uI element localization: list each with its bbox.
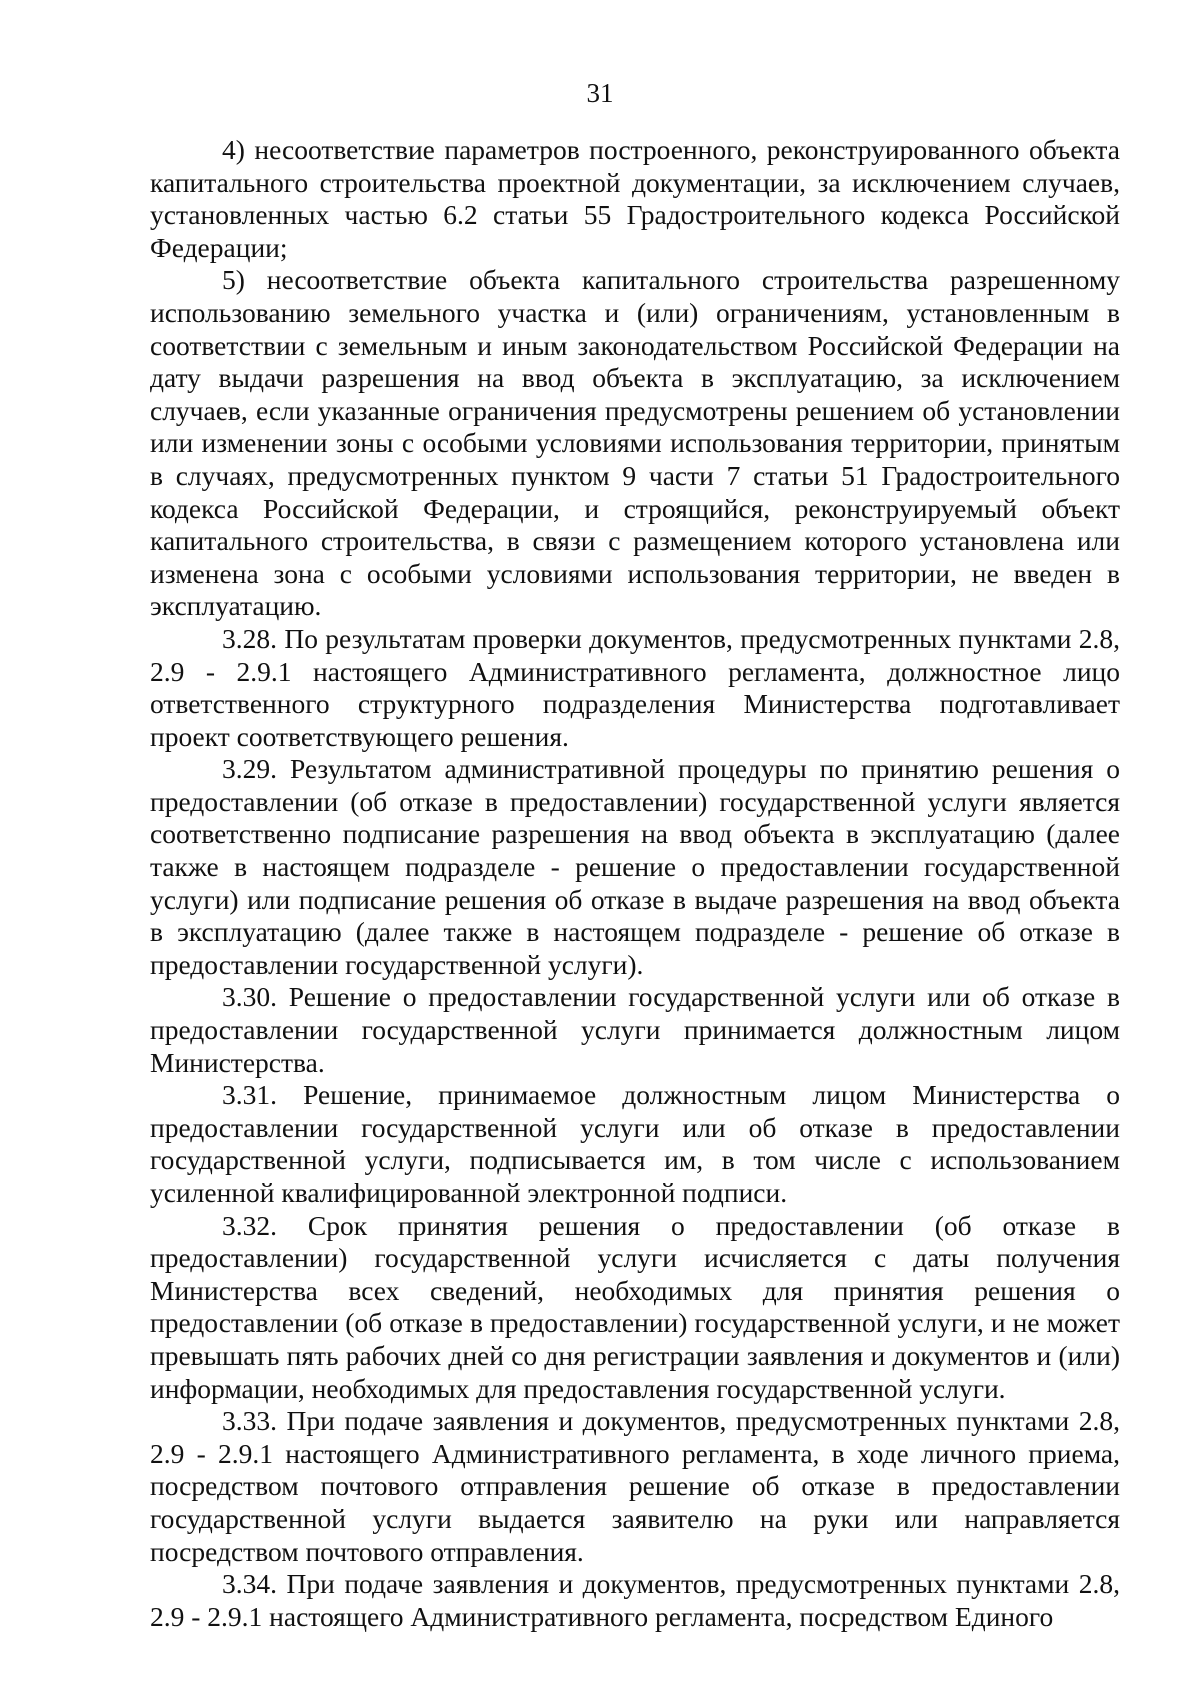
paragraph-3-28: 3.28. По результатам проверки документов, предусмотренных пунктами 2.8, 2.9 - 2.9.1 настоящего Административного регламента, должностное лицо ответственного структурного подразделения Министерства подготавливает проект соответствующего решения. bbox=[150, 622, 1120, 752]
paragraph-3-29: 3.29. Результатом административной процедуры по принятию решения о предоставлении (об отказе в предоставлении) государственной услуги является соответственно подписание разрешения на ввод объекта в эксплуатацию (далее также в настоящем подразделе - решение о предоставлении государственной услуги) или подписание решения об отказе в выдаче разрешения на ввод объекта в эксплуатацию (далее также в настоящем подразделе - решение об отказе в предоставлении государственной услуги). bbox=[150, 753, 1120, 980]
paragraph-3-31: 3.31. Решение, принимаемое должностным лицом Министерства о предоставлении государственной услуги или об отказе в предоставлении государственной услуги, подписывается им, в том числе с использованием усиленной квалифицированной электронной подписи. bbox=[150, 1079, 1120, 1208]
document-body bbox=[150, 134, 1120, 1633]
paragraph-item-5: 5) несоответствие объекта капитального строительства разрешенному использованию земельного участка и (или) ограничениям, установленным в соответствии с земельным и иным законодательством Российской Федерации на дату выдачи разрешения на ввод объекта в эксплуатацию, за исключением случаев, если указанные ограничения предусмотрены решением об установлении или изменении зоны с особыми условиями использования территории, принятым в случаях, предусмотренных пунктом 9 части 7 статьи 51 Градостроительного кодекса Российской Федерации, и строящийся, реконструируемый объект капитального строительства, в связи с размещением которого установлена или изменена зона с особыми условиями использования территории, не введен в эксплуатацию. bbox=[150, 264, 1120, 622]
page-number: 31 bbox=[586, 78, 614, 108]
paragraph-3-34: 3.34. При подаче заявления и документов, предусмотренных пунктами 2.8, 2.9 - 2.9.1 настоящего Административного регламента, посредством Единого bbox=[150, 1568, 1120, 1632]
paragraph-3-32: 3.32. Срок принятия решения о предоставлении (об отказе в предоставлении) государственной услуги исчисляется с даты получения Министерства всех сведений, необходимых для принятия решения о предоставлении (об отказе в предоставлении) государственной услуги, и не может превышать пять рабочих дней со дня регистрации заявления и документов и (или) информации, необходимых для предоставления государственной услуги. bbox=[150, 1209, 1120, 1404]
paragraph-item-4: 4) несоответствие параметров построенного, реконструированного объекта капитального строительства проектной документации, за исключением случаев, установленных частью 6.2 статьи 55 Градостроительного кодекса Российской Федерации; bbox=[150, 134, 1120, 263]
paragraph-3-33: 3.33. При подаче заявления и документов, предусмотренных пунктами 2.8, 2.9 - 2.9.1 настоящего Административного регламента, в ходе личного приема, посредством почтового отправления решение об отказе в предоставлении государственной услуги выдается заявителю на руки или направляется посредством почтового отправления. bbox=[150, 1405, 1120, 1567]
paragraph-3-30: 3.30. Решение о предоставлении государственной услуги или об отказе в предоставлении государственной услуги принимается должностным лицом Министерства. bbox=[150, 981, 1120, 1078]
